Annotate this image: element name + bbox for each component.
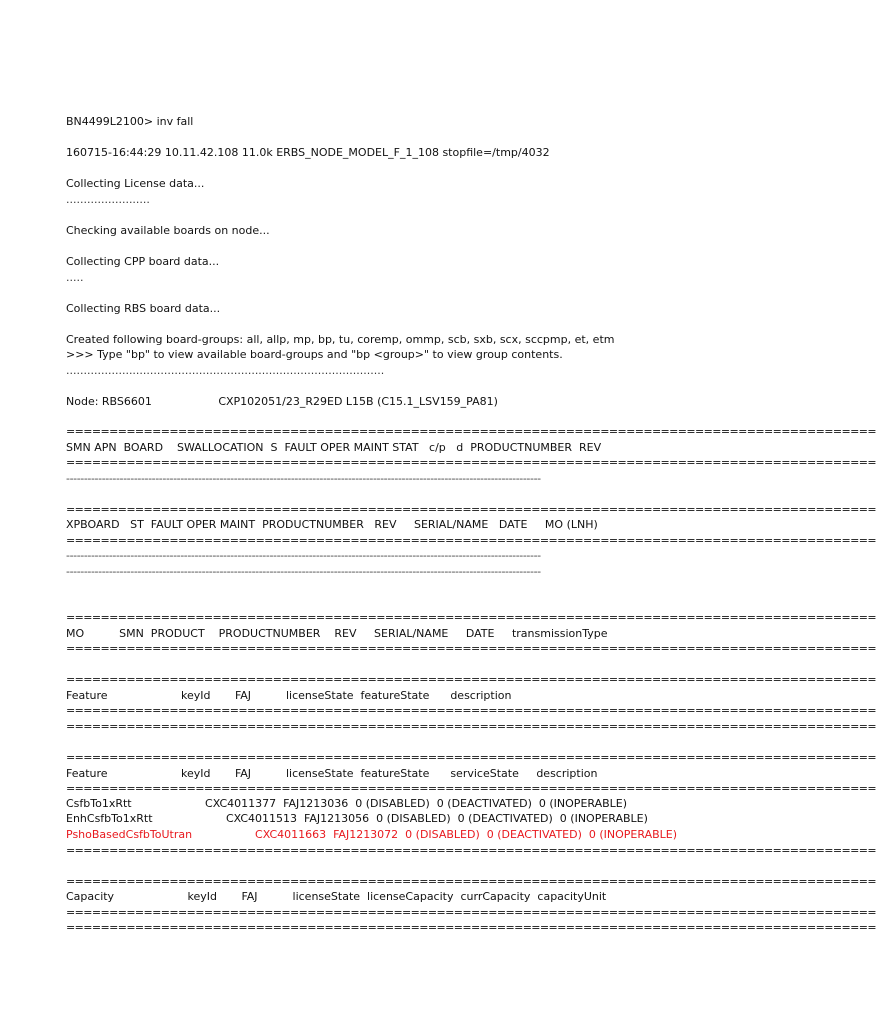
- separator-rule: ==============================================================================================: [66, 751, 876, 764]
- separator-rule: ==============================================================================================: [66, 456, 876, 469]
- feature-state-table-header: Feature keyId FAJ licenseState featureState serviceState description: [66, 767, 598, 780]
- separator-rule: ==============================================================================================: [66, 425, 876, 438]
- feature-row: CsfbTo1xRtt CXC4011377 FAJ1213036 0 (DISABLED) 0 (DEACTIVATED) 0 (INOPERABLE): [66, 797, 628, 810]
- separator-rule: ==============================================================================================: [66, 782, 876, 795]
- separator-rule: ==============================================================================================: [66, 921, 876, 934]
- progress-dots-cpp: .....: [66, 271, 84, 284]
- separator-rule: ==============================================================================================: [66, 844, 876, 857]
- separator-rule: ==============================================================================================: [66, 906, 876, 919]
- separator-rule: ==============================================================================================: [66, 720, 876, 733]
- separator-rule: ==============================================================================================: [66, 534, 876, 547]
- dash-rule: -------------------------------------------------------------------------------------------------------------------------------------: [66, 565, 541, 578]
- dash-rule: -------------------------------------------------------------------------------------------------------------------------------------: [66, 472, 541, 485]
- collect-license-line: Collecting License data...: [66, 177, 205, 190]
- board-table-header: SMN APN BOARD SWALLOCATION S FAULT OPER MAINT STAT c/p d PRODUCTNUMBER REV: [66, 441, 602, 454]
- progress-dots-license: ........................: [66, 193, 150, 206]
- collect-rbs-line: Collecting RBS board data...: [66, 302, 221, 315]
- separator-rule: ==============================================================================================: [66, 875, 876, 888]
- separator-rule: ==============================================================================================: [66, 642, 876, 655]
- console-output: [66, 0, 876, 1024]
- collect-cpp-line: Collecting CPP board data...: [66, 255, 220, 268]
- separator-rule: ==============================================================================================: [66, 673, 876, 686]
- separator-rule: ==============================================================================================: [66, 503, 876, 516]
- session-info-line: 160715-16:44:29 10.11.42.108 11.0k ERBS_NODE_MODEL_F_1_108 stopfile=/tmp/4032: [66, 146, 550, 159]
- separator-rule: ==============================================================================================: [66, 611, 876, 624]
- command-prompt-line: BN4499L2100> inv fall: [66, 115, 194, 128]
- feature-row-highlighted: PshoBasedCsfbToUtran CXC4011663 FAJ1213072 0 (DISABLED) 0 (DEACTIVATED) 0 (INOPERABLE): [66, 828, 678, 841]
- board-groups-created-line: Created following board-groups: all, allp, mp, bp, tu, coremp, ommp, scb, sxb, scx, sccpmp, et, etm: [66, 333, 615, 346]
- feature-row: EnhCsfbTo1xRtt CXC4011513 FAJ1213056 0 (DISABLED) 0 (DEACTIVATED) 0 (INOPERABLE): [66, 812, 648, 825]
- mo-table-header: MO SMN PRODUCT PRODUCTNUMBER REV SERIAL/NAME DATE transmissionType: [66, 627, 608, 640]
- feature-table-header: Feature keyId FAJ licenseState featureState description: [66, 689, 512, 702]
- capacity-table-header: Capacity keyId FAJ licenseState licenseCapacity currCapacity capacityUnit: [66, 890, 607, 903]
- progress-dots-groups: ...........................................................................................: [66, 364, 385, 377]
- separator-rule: ==============================================================================================: [66, 704, 876, 717]
- board-groups-hint-line: >>> Type "bp" to view available board-groups and "bp <group>" to view group contents.: [66, 348, 563, 361]
- dash-rule: -------------------------------------------------------------------------------------------------------------------------------------: [66, 549, 541, 562]
- xpboard-table-header: XPBOARD ST FAULT OPER MAINT PRODUCTNUMBER REV SERIAL/NAME DATE MO (LNH): [66, 518, 598, 531]
- checking-boards-line: Checking available boards on node...: [66, 224, 270, 237]
- node-info-line: Node: RBS6601 CXP102051/23_R29ED L15B (C15.1_LSV159_PA81): [66, 395, 498, 408]
